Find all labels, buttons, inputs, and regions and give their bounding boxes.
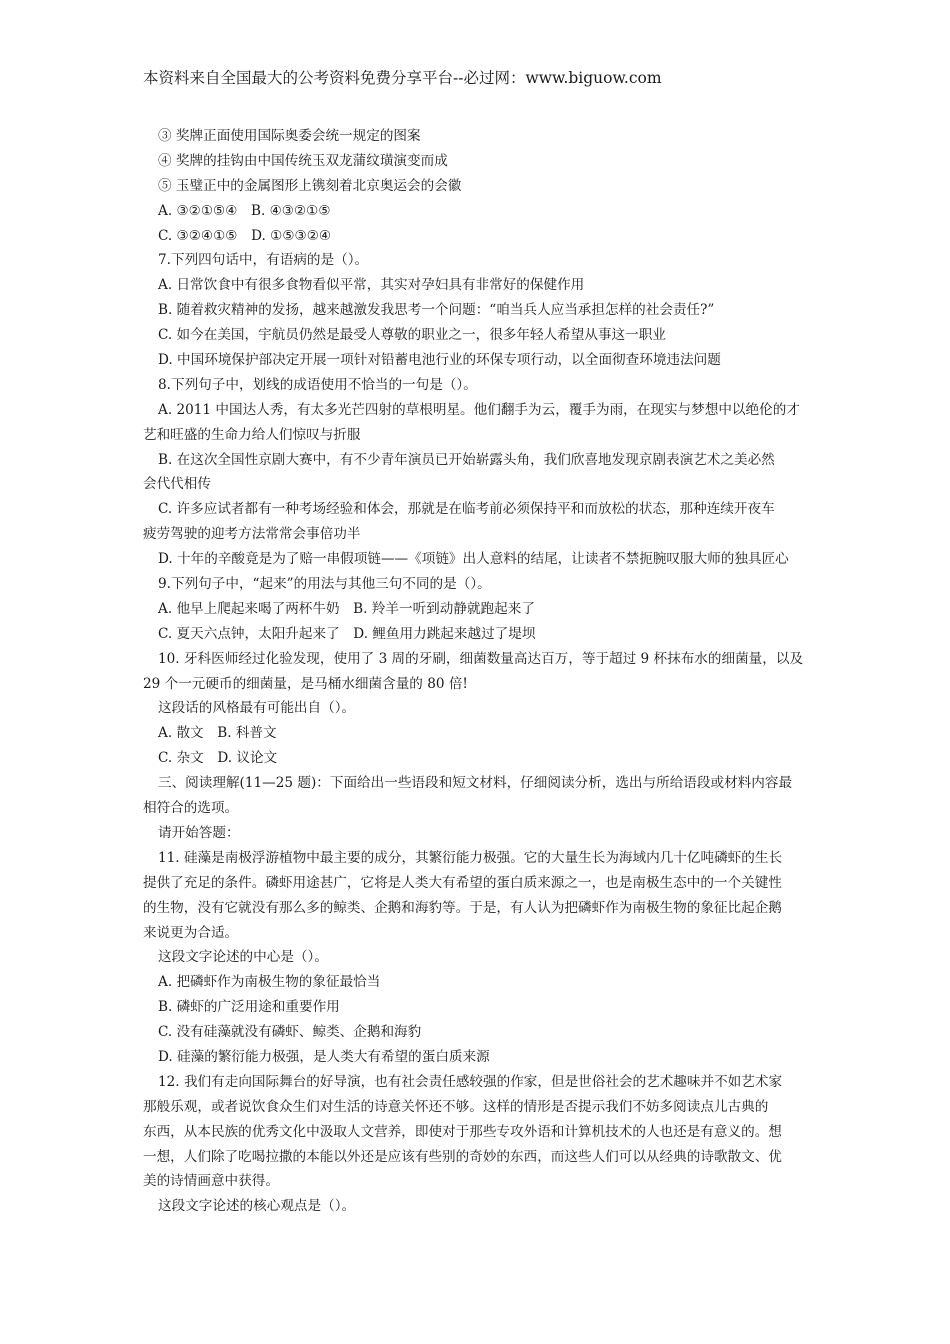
- text-line: 12. 我们有走向国际舞台的好导演，也有社会责任感较强的作家，但是世俗社会的艺术趣味并不如艺术家: [158, 1073, 783, 1090]
- text-line: 相符合的选项。: [143, 800, 239, 817]
- text-line: D. 十年的辛酸竟是为了赔一串假项链——《项链》出人意料的结尾，让读者不禁扼腕叹服大师的独具匠心: [158, 551, 789, 568]
- text-line: 疲劳驾驶的迎考方法常常会事倍功半: [143, 526, 361, 543]
- text-line: 29 个一元硬币的细菌量，是马桶水细菌含量的 80 倍!: [143, 675, 468, 692]
- text-line: C. 如今在美国，宇航员仍然是最受人尊敬的职业之一，很多年轻人希望从事这一职业: [158, 327, 666, 344]
- text-line: 东西，从本民族的优秀文化中汲取人文营养，即使对于那些专攻外语和计算机技术的人也还是有意义的。想: [143, 1123, 782, 1140]
- text-line: C. 夏天六点钟，太阳升起来了 D. 鲤鱼用力跳起来越过了堤坝: [158, 625, 536, 642]
- text-line: 这段话的风格最有可能出自（）。: [158, 700, 356, 717]
- text-line: D. 硅藻的繁衍能力极强，是人类大有希望的蛋白质来源: [158, 1048, 490, 1065]
- text-line: 11. 硅藻是南极浮游植物中最主要的成分，其繁衍能力极强。它的大量生长为海域内几十亿吨磷虾的生长: [158, 849, 783, 866]
- text-line: 7.下列四句话中，有语病的是（）。: [158, 252, 369, 269]
- text-line: A. 散文 B. 科普文: [158, 725, 277, 742]
- text-line: 一想，人们除了吃喝拉撒的本能以外还是应该有些别的奇妙的东西，而这些人们可以从经典的诗歌散文、优: [143, 1148, 782, 1165]
- text-line: ④ 奖牌的挂钩由中国传统玉双龙蒲纹璜演变而成: [158, 152, 448, 169]
- text-line: A. 把磷虾作为南极生物的象征最恰当: [158, 974, 381, 991]
- document-body: [143, 124, 811, 1219]
- text-line: 10. 牙科医师经过化验发现，使用了 3 周的牙刷，细菌数量高达百万，等于超过 9 杯抹布水的细菌量，以及: [158, 650, 804, 667]
- text-line: 9.下列句子中，“起来”的用法与其他三句不同的是（）。: [158, 576, 491, 593]
- text-line: 那般乐观，或者说饮食众生们对生活的诗意关怀还不够。这样的情形是否提示我们不妨多阅读点儿古典的: [143, 1098, 769, 1115]
- text-line: A. 日常饮食中有很多食物看似平常，其实对孕妇具有非常好的保健作用: [158, 277, 585, 294]
- text-line: A. ③②①⑤④ B. ④③②①⑤: [158, 202, 331, 219]
- text-line: ③ 奖牌正面使用国际奥委会统一规定的图案: [158, 128, 421, 144]
- text-line: 美的诗情画意中获得。: [143, 1173, 279, 1190]
- text-line: 来说更为合适。: [143, 924, 239, 941]
- text-line: 提供了充足的条件。磷虾用途甚广，它将是人类大有希望的蛋白质来源之一，也是南极生态中的一个关键性: [143, 874, 782, 891]
- text-line: B. 在这次全国性京剧大赛中，有不少青年演员已开始崭露头角，我们欣喜地发现京剧表演艺术之美必然: [158, 451, 775, 468]
- text-line: 会代代相传: [143, 476, 211, 493]
- text-line: 艺和旺盛的生命力给人们惊叹与折服: [143, 426, 361, 443]
- text-line: B. 随着救灾精神的发扬，越来越激发我思考一个问题：“咱当兵人应当承担怎样的社会责任?”: [158, 302, 715, 319]
- page-header: 本资料来自全国最大的公考资料免费分享平台--必过网：www.biguow.com: [143, 69, 662, 87]
- text-line: A. 他早上爬起来喝了两杯牛奶 B. 羚羊一听到动静就跑起来了: [158, 600, 535, 617]
- text-line: B. 磷虾的广泛用途和重要作用: [158, 999, 340, 1016]
- text-line: C. 杂文 D. 议论文: [158, 750, 278, 767]
- text-line: 这段文字论述的核心观点是（）。: [158, 1198, 356, 1215]
- text-line: A. 2011 中国达人秀，有太多光芒四射的草根明星。他们翻手为云，覆手为雨，在现实与梦想中以绝伦的才: [158, 401, 800, 418]
- text-line: D. 中国环境保护部决定开展一项针对铅蓄电池行业的环保专项行动，以全面彻查环境违法问题: [158, 352, 721, 369]
- text-line: 8.下列句子中，划线的成语使用不恰当的一句是（）。: [158, 376, 477, 393]
- text-line: 三、阅读理解(11—25 题)：下面给出一些语段和短文材料，仔细阅读分析，选出与所给语段或材料内容最: [158, 775, 793, 792]
- text-line: 请开始答题：: [158, 824, 240, 841]
- text-line: ⑤ 玉璧正中的金属图形上镌刻着北京奥运会的会徽: [158, 177, 462, 194]
- text-line: C. 许多应试者都有一种考场经验和体会，那就是在临考前必须保持平和而放松的状态，那种连续开夜车: [158, 501, 775, 518]
- text-line: C. 没有硅藻就没有磷虾、鲸类、企鹅和海豹: [158, 1024, 422, 1041]
- text-line: C. ③②④①⑤ D. ①⑤③②④: [158, 227, 332, 244]
- text-line: 这段文字论述的中心是（）。: [158, 949, 328, 966]
- text-line: 的生物，没有它就没有那么多的鲸类、企鹅和海豹等。于是，有人认为把磷虾作为南极生物的象征比起企鹅: [143, 899, 782, 916]
